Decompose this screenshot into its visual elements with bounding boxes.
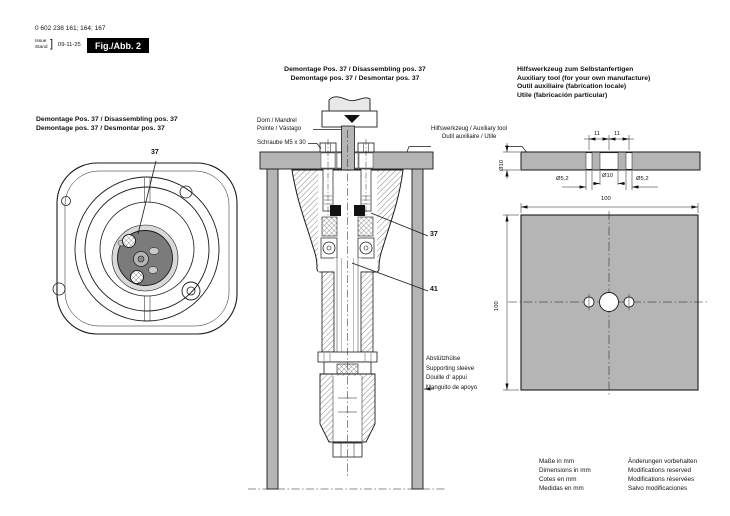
press-assembly-drawing	[248, 97, 527, 489]
seal-ring-right	[354, 205, 365, 216]
callout-41: 41	[430, 286, 438, 293]
dim-hole-right: Ø5,2	[636, 176, 649, 182]
spindle-tube-wall-left	[322, 272, 334, 352]
sleeve-label-line1: Abstützhülse	[426, 356, 461, 362]
issue-label: Issue	[35, 39, 47, 44]
spindle-tube-wall-right	[361, 272, 373, 352]
callout-37-left: 37	[151, 149, 159, 156]
tool-label-leader-left	[407, 147, 431, 153]
left-view-title-line1: Demontage Pos. 37 / Disassembling pos. 37	[36, 116, 178, 123]
footer-units-line4: Medidas en mm	[539, 485, 584, 492]
right-view-title-line3: Outil auxiliaire (fabrication locale)	[517, 83, 627, 90]
ball-bearing-right	[358, 238, 374, 258]
dim-pitch-right: 11	[614, 131, 621, 137]
figure-label: Fig./Abb. 2	[95, 40, 141, 51]
screw-label: Schraube M5 x 30	[257, 140, 306, 146]
issue-date: 09-11-25	[58, 42, 81, 48]
figure-label-box	[87, 38, 149, 53]
left-view-title-line2: Demontage pos. 37 / Desmontar pos. 37	[36, 124, 165, 132]
right-view-title-line4: Utile (fabricación particular)	[517, 91, 608, 99]
footer-units-line2: Dimensions in mm	[539, 467, 591, 474]
right-view-title-line1: Hilfswerkzeug zum Selbstanfertigen	[517, 66, 634, 73]
center-view-title-line2: Demontage pos. 37 / Desmontar pos. 37	[290, 74, 420, 82]
part-numbers: 0 602 238 161; 164; 167	[35, 25, 106, 32]
dim-hole-left: Ø5,2	[556, 176, 569, 182]
dim-thickness: Ø10	[499, 160, 505, 171]
footer-mods-line1: Änderungen vorbehalten	[628, 458, 697, 465]
dim-width-100: 100	[601, 196, 611, 202]
sleeve-label-line4: Manguito de apoyo	[426, 384, 478, 391]
issue-bracket: ]	[50, 37, 54, 50]
footer-units-line3: Cotes en mm	[539, 476, 577, 483]
center-hole	[600, 293, 619, 312]
footer-mods-line2: Modifications reserved	[628, 467, 691, 474]
supporting-sleeve-left	[267, 169, 278, 489]
tool-label-line2: Outil auxiliaire / Utile	[441, 133, 497, 140]
sleeve-label-line2: Supporting sleeve	[426, 365, 475, 372]
center-view-title-line1: Demontage Pos. 37 / Disassembling pos. 37	[284, 66, 426, 73]
dim-pitch-left: 11	[594, 131, 601, 137]
stand-label: Stand	[35, 45, 48, 50]
footer-units-line1: Maße in mm	[539, 458, 574, 465]
supporting-sleeve-right	[412, 169, 423, 489]
ball-bearing-left	[321, 238, 337, 258]
mandrel-label-line1: Dorn / Mandrel	[257, 118, 297, 124]
right-view-title-line2: Auxiliary tool (for your own manufacture)	[517, 74, 651, 82]
footer-mods-line4: Salvo modificaciones	[628, 485, 688, 492]
screw-label-leader	[308, 144, 321, 149]
aux-tool-top-view	[503, 203, 707, 397]
callout-37-center: 37	[430, 231, 438, 238]
tool-label-line1: Hilfswerkzeug / Auxiliary tool	[430, 126, 508, 132]
seal-ring-left	[330, 205, 341, 216]
aux-tool-side-view	[503, 135, 700, 190]
press-ram	[329, 97, 370, 112]
dim-hole-center: Ø10	[602, 173, 613, 179]
flange-face-drawing	[53, 161, 237, 334]
sleeve-label-line3: Douille d' appui	[426, 375, 467, 381]
mandrel-label-line2: Pointe / Vástago	[257, 126, 302, 132]
footer-mods-line3: Modifications réservées	[628, 476, 695, 483]
dim-height-100: 100	[494, 301, 500, 311]
